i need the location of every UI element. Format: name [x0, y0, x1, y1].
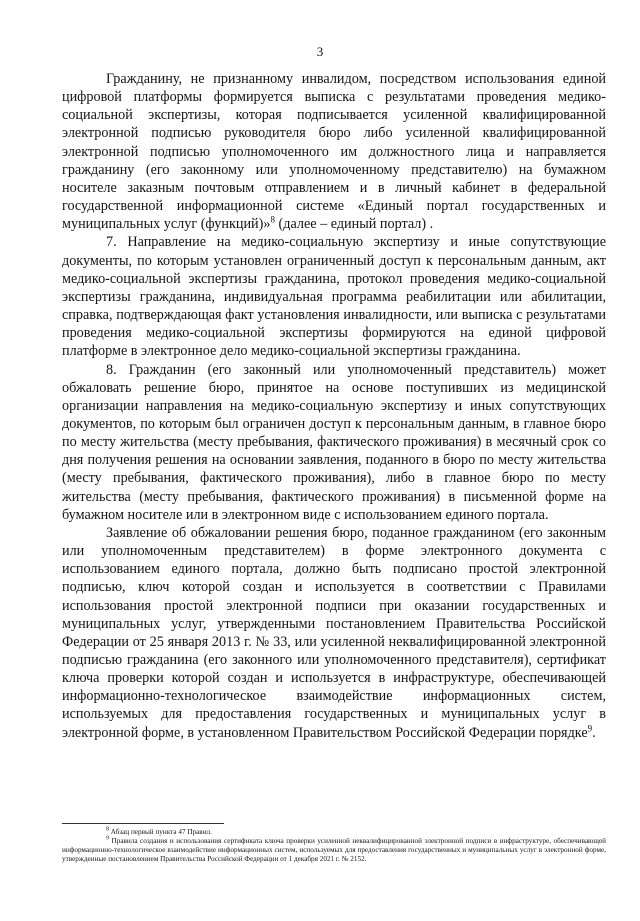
document-body [62, 70, 606, 742]
paragraph-text: Гражданину, не признанному инвалидом, посредством использования единой цифровой платформы формируется выписка с результатами проведения медико-социальной экспертизы, которая подписывается усиленной квалифицированной электронной подписью руководителя бюро либо усиленной квалифицированной электронной подписью уполномоченного им должностного лица и направляется гражданину (его законному или уполномоченному представителю) на бумажном носителе заказным почтовым отправлением и в личный кабинет в федеральной государственной информационной системе «Единый портал государственных и муниципальных услуг (функций)» [62, 71, 606, 233]
paragraph [62, 70, 606, 233]
paragraph [62, 361, 606, 524]
footnote-number: 8 [106, 826, 109, 833]
page-number: 3 [316, 44, 324, 59]
footnote-ref: 9 [587, 722, 593, 733]
footnote [62, 828, 606, 837]
paragraph-text-tail: . [592, 724, 596, 741]
paragraph [62, 233, 606, 360]
footnote-ref: 8 [270, 214, 275, 225]
paragraph-text: Заявление об обжаловании решения бюро, поданное гражданином (его законным или уполномоченным представителем) в форме электронного документа с использованием единого портала, должно быть подписано простой электронной подписью, ключ которой создан и используется в соответствии с Правилами использования простой электронной подписи при оказании государственных и муниципальных услуг, утвержденными постановлением Правительства Российской Федерации от 25 января 2013 г. № 33, или усиленной неквалифицированной электронной подписью гражданина (его законного или уполномоченного представителя), сертификат ключа проверки которой создан и используется в инфраструктуре, обеспечивающей информационно-технологическое взаимодействие информационных систем, используемых для предоставления государственных и муниципальных услуг в электронной форме, в установленном Правительством Российской Федерации порядке [62, 524, 606, 741]
footnote-text: Абзац первый пункта 47 Правил. [109, 828, 212, 836]
paragraph-text: 7. Направление на медико-социальную экспертизу и иные сопутствующие документы, по которым установлен ограниченный доступ к персональным данным, акт медико-социальной экспертизы гражданина, протокол проведения медико-социальной экспертизы гражданина, индивидуальная программа реабилитации или абилитации, справка, подтверждающая факт установления инвалидности, или выписка с результатами проведения медико-социальной экспертизы формируются на единой цифровой платформе в электронное дело медико-социальной экспертизы гражданина. [62, 234, 606, 360]
footnote-number: 9 [106, 835, 109, 842]
footnotes [62, 828, 606, 864]
footnote-divider [62, 823, 224, 824]
paragraph [62, 524, 606, 742]
paragraph-text: 8. Гражданин (его законный или уполномоченный представитель) может обжаловать решение бюро, принятое на основе поступивших из медицинской организации направления на медико-социальную экспертизу и иных сопутствующих документов, по которым был ограничен доступ к персональным данным, в главное бюро по месту жительства (месту пребывания, фактического проживания) в месячный срок со дня получения решения на основании заявления, поданного в бюро по месту жительства (месту пребывания, фактического проживания), либо в главное бюро по месту жительства (месту пребывания, фактического проживания) в письменной форме на бумажном носителе или в электронном виде с использованием единого портала. [62, 361, 606, 523]
footnote [62, 837, 606, 864]
footnote-text: Правила создания и использования сертификата ключа проверки усиленной неквалифицированной электронной подписи в инфраструктуре, обеспечивающей информационно-технологическое взаимодействие информационных систем, используемых для предоставления государственных и муниципальных услуг в электронной форме, утвержденные постановлением Правительства Российской Федерации от 1 декабря 2021 г. № 2152. [62, 837, 606, 863]
paragraph-text-tail: (далее – единый портал) . [274, 216, 434, 233]
